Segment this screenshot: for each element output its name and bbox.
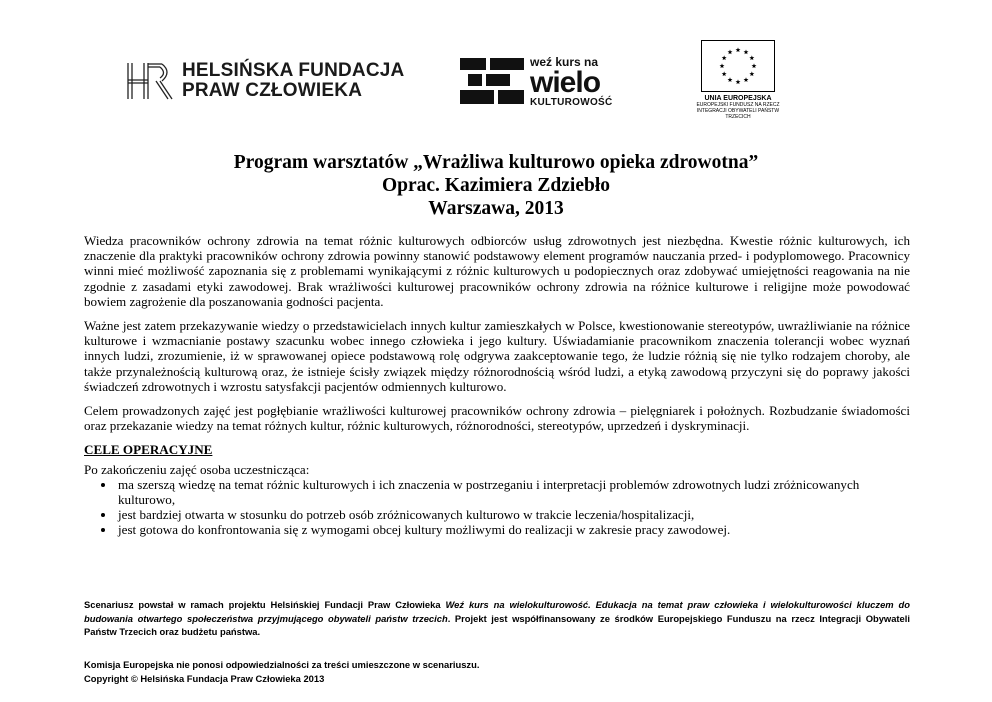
goal-item: • jest gotowa do konfrontowania się z wymogami obcej kultury możliwymi do realizacji w zakresie pracy zawodowej.	[116, 522, 910, 537]
wkw-logo	[458, 54, 613, 110]
funding-note-end: . Projekt jest współfinansowany ze środków Europejskiego Funduszu na rzecz Integracji Obywateli Państw Trzecich oraz budżetu państwa.	[84, 612, 910, 638]
eu-line1: UNIA EUROPEJSKA	[704, 95, 772, 102]
goal-item: • ma szerszą wiedzę na temat różnic kulturowych i ich znaczenia w postrzeganiu i interpretacji problemów zdrowotnych ludzi zróżnicowanych kulturowo,	[116, 477, 910, 507]
goals-intro: Po zakończeniu zajęć osoba uczestnicząca:	[84, 461, 310, 477]
paragraph-2: Ważne jest zatem przekazywanie wiedzy o przedstawicielach innych kultur zamieszkałych w Polsce, kwestionowanie stereotypów, uwrażliwianie na różnice kulturowe i wzmacnianie postawy szacunku wobec innego człowieka i jego kultury. Uświadamianie pracownikom znaczenia tolerancji wobec wyznań innych ludzi, zrozumienie, iż w sprawowanej opiece podstawową rolę odgrywa zaakceptowanie tego, że ludzie różnią się nie tylko rodzajem choroby, ale także przynależnością kulturową oraz, że istnieje ścisły związek między różnorodnością wśród ludzi, a etyką zawodową przyczyni się do poprawy jakości świadczeń zdrowotnych i wzrostu satysfakcji pacjentów odmiennych kulturowo.	[84, 318, 910, 394]
hfpc-mark-icon	[124, 60, 176, 102]
legal-notes	[84, 658, 910, 685]
goals-heading: CELE OPERACYJNE	[84, 442, 213, 458]
eu-line2: EUROPEJSKI FUNDUSZ NA RZECZ	[696, 102, 780, 108]
wkw-wordmark	[530, 56, 613, 108]
paragraph-3: Celem prowadzonych zajęć jest pogłębianie wrażliwości kulturowej pracowników ochrony zdrowia – pielęgniarek i położnych. Rozbudzanie świadomości oraz przekazanie wiedzy na temat różnych kultur, różnic kulturowych, różnorodności, stereotypów, uprzedzeń i dyskryminacji.	[84, 403, 910, 434]
copyright: Copyright © Helsińska Fundacja Praw Człowieka 2013	[84, 672, 325, 684]
disclaimer: Komisja Europejska nie ponosi odpowiedzialności za treści umieszczone w scenariuszu.	[84, 659, 480, 670]
logo-bar	[0, 40, 992, 120]
eu-logo	[684, 40, 792, 120]
eu-line3: INTEGRACJI OBYWATELI PAŃSTW TRZECICH	[696, 108, 780, 120]
wkw-line2: wielo	[530, 66, 601, 99]
hfpc-wordmark	[182, 61, 404, 101]
title-line1: Program warsztatów „Wrażliwa kulturowo opieka zdrowotna”	[233, 152, 759, 173]
document-title	[0, 151, 992, 220]
hfpc-line1: HELSIŃSKA FUNDACJA	[182, 60, 405, 81]
goal-item: • jest bardziej otwarta w stosunku do potrzeb osób zróżnicowanych kulturowo w trakcie leczenia/hospitalizacji,	[116, 507, 910, 522]
eu-flag-icon	[701, 40, 775, 92]
goals-list	[84, 477, 910, 538]
document-body	[84, 233, 910, 538]
hfpc-line2: PRAW CZŁOWIEKA	[182, 80, 363, 101]
funding-note-start: Scenariusz powstał w ramach projektu Helsińskiej Fundacji Praw Człowieka	[84, 599, 446, 610]
wkw-line1: weź kurs na	[530, 55, 599, 69]
paragraph-1: Wiedza pracowników ochrony zdrowia na temat różnic kulturowych odbiorców usług zdrowotnych jest niezbędna. Kwestie różnic kulturowych, ich znaczenie dla praktyki pracowników ochrony zdrowia powinny stanowić podstawowy element programów nauczania przed- i podyplomowego. Pracownicy winni mieć możliwość zapoznania się z problemami wynikającymi z różnic kulturowych u podopiecznych oraz zdobywać umiejętności reagowania na nie zgodnie z zasadami etyki zawodowej. Brak wrażliwości kulturowej pracowników ochrony zdrowia na różnice kulturowe i religijne może powodować bowiem zagrożenie dla poszanowania godności pacjenta.	[84, 233, 910, 309]
hfpc-logo	[124, 60, 404, 102]
wkw-line3: KULTUROWOŚĆ	[530, 97, 613, 108]
title-line3: Warszawa, 2013	[428, 198, 564, 219]
wkw-blocks-icon	[458, 54, 528, 110]
title-line2: Oprac. Kazimiera Zdziebło	[381, 175, 610, 196]
project-title: Weź kurs na wielokulturowość. Edukacja na temat praw człowieka i wielokulturowości kluczem do budowania otwartego społeczeństwa przyjmującego obywateli państw trzecich	[84, 599, 910, 624]
funding-note	[84, 598, 910, 639]
